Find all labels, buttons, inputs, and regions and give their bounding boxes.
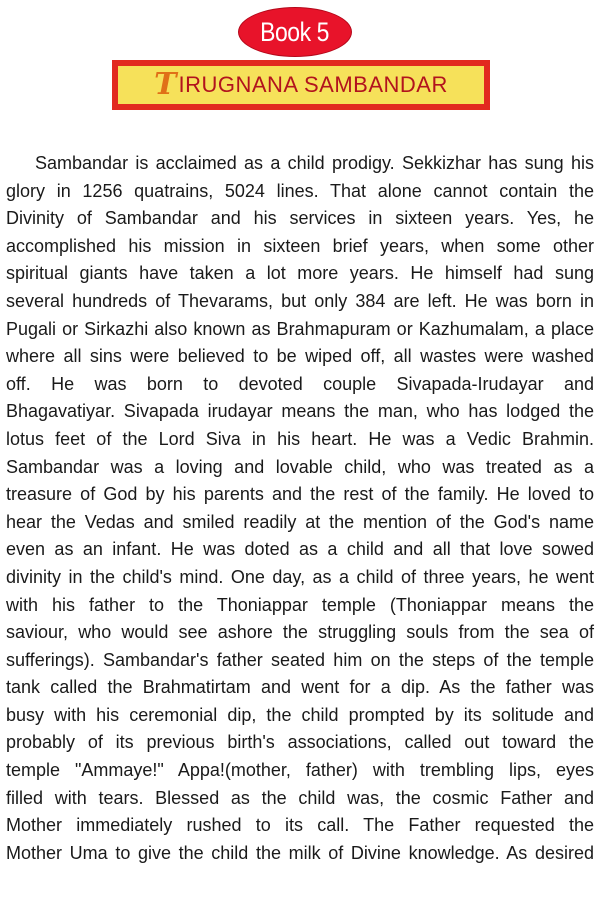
paragraph-line: off. He was born to devoted couple Sivapada-Irudayar and: [6, 373, 594, 394]
paragraph-line: Mother immediately rushed to its call. The Father requested the: [6, 815, 594, 836]
paragraph-line: treasure of God by his parents and the rest of the family. He loved to: [6, 484, 594, 505]
paragraph-line: with his father to the Thoniappar temple (Thoniappar means the: [6, 594, 594, 615]
book-number-label: Book 5: [260, 16, 330, 47]
paragraph-line: Divinity of Sambandar and his services in sixteen years. Yes, he: [6, 208, 594, 229]
paragraph-line: glory in 1256 quatrains, 5024 lines. That alone cannot contain the: [6, 180, 594, 201]
paragraph-line: probably of its previous birth's associations, called out toward the: [6, 732, 594, 753]
paragraph-line: sufferings). Sambandar's father seated him on the steps of the temple: [6, 649, 594, 670]
chapter-title-text: IRUGNANA SAMBANDAR: [178, 72, 448, 97]
paragraph-line: divinity in the child's mind. One day, as a child of three years, he went: [6, 566, 594, 587]
body-paragraph: [0, 150, 594, 867]
paragraph-line: Sambandar was a loving and lovable child, who was treated as a: [6, 456, 594, 477]
book-number-badge: [238, 7, 352, 57]
paragraph-line: busy with his ceremonial dip, the child prompted by its solitude and: [6, 704, 594, 725]
paragraph-line: even as an infant. He was doted as a child and all that love sowed: [6, 539, 594, 560]
paragraph-line: tank called the Brahmatirtam and went for a dip. As the father was: [6, 677, 594, 698]
paragraph-line: Sambandar is acclaimed as a child prodigy. Sekkizhar has sung his: [35, 153, 594, 173]
paragraph-line: Bhagavatiyar. Sivapada irudayar means the man, who has lodged the: [6, 401, 594, 422]
paragraph-line: saviour, who would see ashore the struggling souls from the sea of: [6, 622, 594, 643]
chapter-title-banner: [112, 60, 490, 110]
chapter-title-initial: T: [154, 67, 177, 102]
chapter-title-inner: [118, 66, 484, 104]
paragraph-line: lotus feet of the Lord Siva in his heart. He was a Vedic Brahmin.: [6, 428, 594, 449]
paragraph-line: hear the Vedas and smiled readily at the mention of the God's name: [6, 511, 594, 532]
paragraph-line: spiritual giants have taken a lot more years. He himself had sung: [6, 263, 594, 284]
paragraph-line: temple "Ammaye!" Appa!(mother, father) with trembling lips, eyes: [6, 760, 594, 781]
paragraph-line: where all sins were believed to be wiped off, all wastes were washed: [6, 346, 594, 367]
paragraph-line: accomplished his mission in sixteen brief years, when some other: [6, 235, 594, 256]
paragraph-line: filled with tears. Blessed as the child was, the cosmic Father and: [6, 787, 594, 808]
paragraph-line: several hundreds of Thevarams, but only 384 are left. He was born in: [6, 290, 594, 311]
paragraph-line: Mother Uma to give the child the milk of Divine knowledge. As desired: [6, 842, 594, 863]
paragraph-line: Pugali or Sirkazhi also known as Brahmapuram or Kazhumalam, a place: [6, 318, 594, 339]
